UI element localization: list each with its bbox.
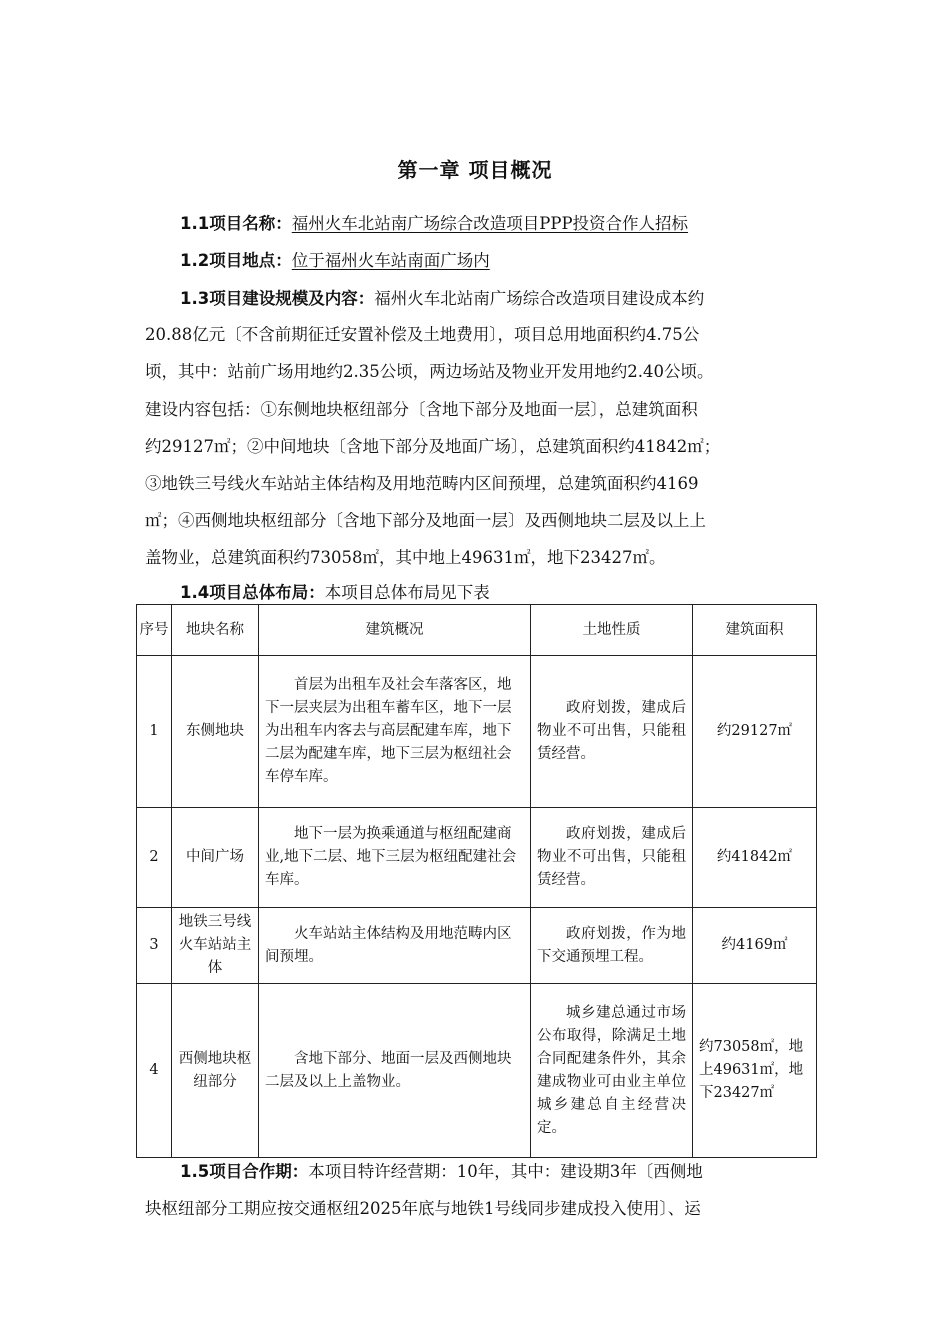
cell-no: 3 (137, 908, 172, 984)
table-row (137, 984, 817, 1158)
table-row (137, 908, 817, 984)
table-row (137, 808, 817, 908)
section-1-3-line-1 (180, 287, 860, 311)
cell-desc: 火车站站主体结构及用地范畴内区间预埋。 (259, 908, 531, 984)
cell-land: 政府划拨，作为地下交通预埋工程。 (531, 908, 693, 984)
section-1-1-label: 1.1项目名称： (180, 214, 292, 233)
section-1-3-label: 1.3项目建设规模及内容： (180, 289, 375, 308)
chapter-title: 第一章 项目概况 (397, 158, 553, 182)
project-location: 位于福州火车站南面广场内 (291, 251, 490, 270)
cell-name: 中间广场 (172, 808, 259, 908)
section-1-5-text: 本项目特许经营期：10年，其中：建设期3年〔西侧地 (308, 1162, 703, 1181)
section-1-5-line-1 (180, 1160, 860, 1184)
cell-no: 4 (137, 984, 172, 1158)
section-1-4 (180, 581, 860, 605)
section-1-2 (180, 249, 860, 273)
header-area: 建筑面积 (693, 605, 817, 656)
section-1-3-line-6: ③地铁三号线火车站站主体结构及用地范畴内区间预埋，总建筑面积约4169 (145, 474, 699, 493)
cell-desc: 首层为出租车及社会车落客区，地下一层夹层为出租车蓄车区，地下一层为出租车内客去与高层配建车库，地下二层为配建车库，地下三层为枢纽社会车停车库。 (259, 656, 531, 808)
section-1-3-line-5: 约29127㎡；②中间地块〔含地下部分及地面广场〕，总建筑面积约41842㎡； (145, 437, 721, 456)
cell-land: 政府划拨，建成后物业不可出售，只能租赁经营。 (531, 808, 693, 908)
section-1-3-line-7: ㎡；④西侧地块枢纽部分〔含地下部分及地面一层〕及西侧地块二层及以上上 (145, 511, 706, 530)
cell-land: 政府划拨，建成后物业不可出售，只能租赁经营。 (531, 656, 693, 808)
section-1-3-text: 福州火车北站南广场综合改造项目建设成本约 (374, 289, 705, 308)
header-name: 地块名称 (172, 605, 259, 656)
section-1-3-line-3: 顷，其中：站前广场用地约2.35公顷，两边场站及物业开发用地约2.40公顷。 (145, 362, 714, 381)
section-1-5-line-2: 块枢纽部分工期应按交通枢纽2025年底与地铁1号线同步建成投入使用〕、运 (145, 1199, 701, 1218)
section-1-4-text: 本项目总体布局见下表 (324, 583, 490, 602)
cell-name: 东侧地块 (172, 656, 259, 808)
cell-desc: 含地下部分、地面一层及西侧地块二层及以上上盖物业。 (259, 984, 531, 1158)
section-1-5-label: 1.5项目合作期： (180, 1162, 309, 1181)
cell-desc: 地下一层为换乘通道与枢纽配建商业,地下二层、地下三层为枢纽配建社会车库。 (259, 808, 531, 908)
header-desc: 建筑概况 (259, 605, 531, 656)
header-no: 序号 (137, 605, 172, 656)
cell-area: 约4169㎡ (693, 908, 817, 984)
section-1-3-line-2: 20.88亿元〔不含前期征迁安置补偿及土地费用〕，项目总用地面积约4.75公 (145, 325, 700, 344)
layout-table (136, 604, 817, 1158)
cell-land: 城乡建总通过市场公布取得，除满足土地合同配建条件外，其余建成物业可由业主单位城乡建总自主经营决定。 (531, 984, 693, 1158)
cell-no: 1 (137, 656, 172, 808)
project-name: 福州火车北站南广场综合改造项目PPP投资合作人招标 (291, 214, 689, 233)
section-1-3-line-8: 盖物业，总建筑面积约73058㎡，其中地上49631㎡，地下23427㎡。 (145, 548, 666, 567)
cell-area: 约73058㎡，地上49631㎡，地下23427㎡ (693, 984, 817, 1158)
cell-name: 西侧地块枢纽部分 (172, 984, 259, 1158)
table-row (137, 656, 817, 808)
section-1-2-label: 1.2项目地点： (180, 251, 292, 270)
section-1-1 (180, 212, 860, 236)
section-1-3-line-4: 建设内容包括：①东侧地块枢纽部分〔含地下部分及地面一层〕，总建筑面积 (145, 400, 698, 419)
header-land: 土地性质 (531, 605, 693, 656)
table-header-row (137, 605, 817, 656)
section-1-4-label: 1.4项目总体布局： (180, 583, 325, 602)
cell-area: 约29127㎡ (693, 656, 817, 808)
cell-area: 约41842㎡ (693, 808, 817, 908)
cell-no: 2 (137, 808, 172, 908)
cell-name: 地铁三号线火车站站主体 (172, 908, 259, 984)
